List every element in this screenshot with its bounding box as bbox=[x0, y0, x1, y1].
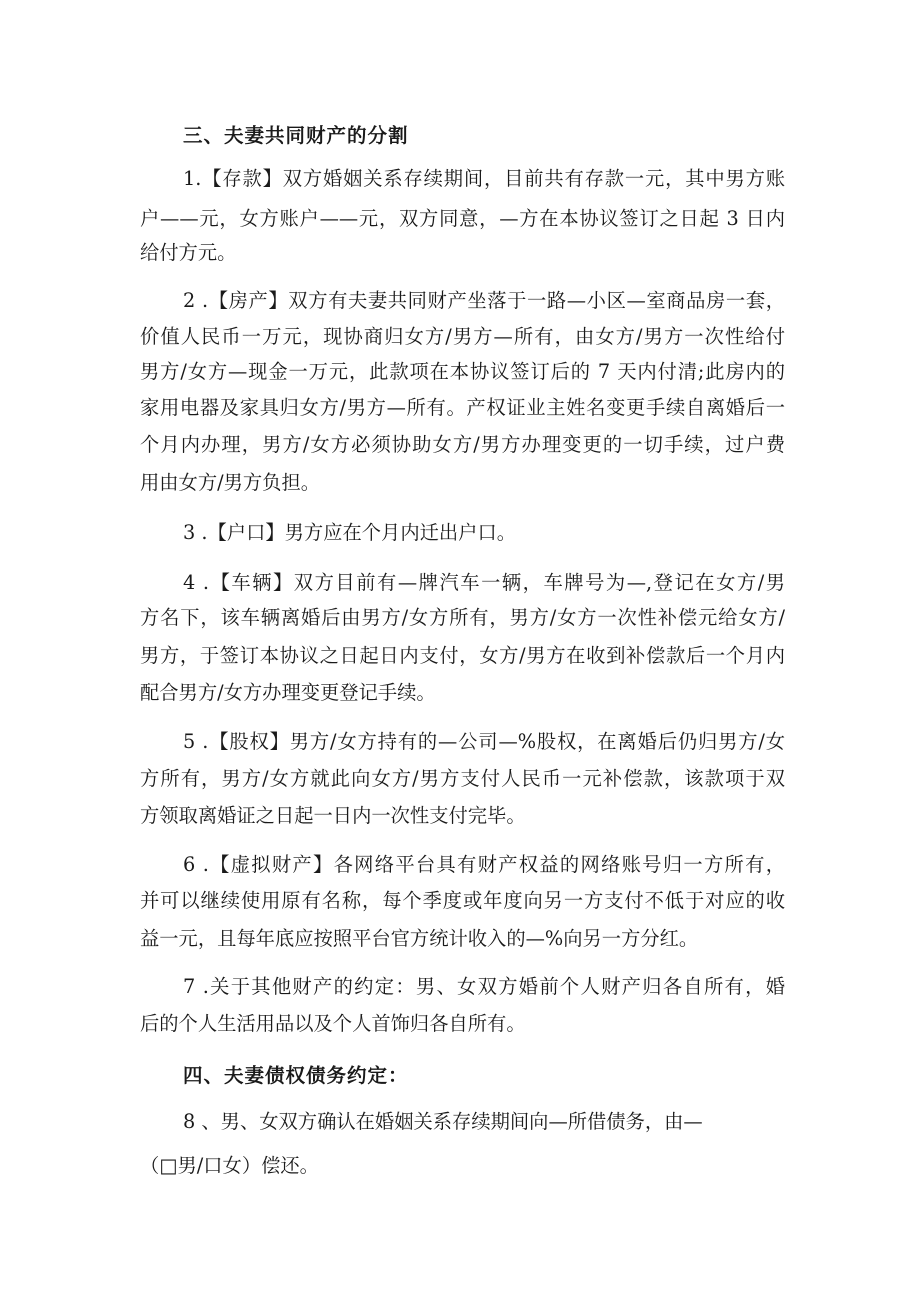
text-line: 益一元，且每年底应按照平台官方统计收入的—%向另一方分红。 bbox=[140, 927, 699, 950]
text-line: 用由女方/男方负担。 bbox=[140, 471, 321, 494]
text-line: 方领取离婚证之日起一日内一次性支付完毕。 bbox=[140, 804, 526, 827]
text-line: 7 .关于其他财产的约定：男、女双方婚前个人财产归各自所有，婚 bbox=[183, 975, 785, 998]
text-line: 男方，于签订本协议之日起日内支付，女方/男方在收到补偿款后一个月内 bbox=[140, 644, 785, 667]
text-line: 男方/女方—现金一万元，此款项在本协议签订后的 7 天内付清;此房内的 bbox=[140, 360, 785, 383]
text-line: （□男/口女）偿还。 bbox=[140, 1154, 319, 1177]
text-line: 2 .【房产】双方有夫妻共同财产坐落于一路—小区—室商品房一套， bbox=[183, 289, 785, 312]
text-line: 价值人民币一万元，现协商归女方/男方—所有，由女方/男方一次性给付 bbox=[140, 325, 785, 348]
text-line: 家用电器及家具归女方/男方—所有。产权证业主姓名变更手续自离婚后一 bbox=[140, 396, 785, 419]
text-line: 户——元，女方账户——元，双方同意，—方在本协议签订之日起 3 日内 bbox=[140, 207, 785, 230]
text-line: 方名下，该车辆离婚后由男方/女方所有，男方/女方一次性补偿元给女方/ bbox=[140, 606, 785, 629]
text-line: 给付方元。 bbox=[140, 241, 237, 264]
text-line: 6 .【虚拟财产】各网络平台具有财产权益的网络账号归一方所有， bbox=[183, 853, 785, 876]
text-line: 4 .【车辆】双方目前有—牌汽车一辆，车牌号为—,登记在女方/男 bbox=[183, 571, 785, 594]
text-line: 个月内办理，男方/女方必须协助女方/男方办理变更的一切手续，过户费 bbox=[140, 433, 785, 456]
text-line: 并可以继续使用原有名称，每个季度或年度向另一方支付不低于对应的收 bbox=[140, 889, 785, 912]
section-4-heading: 四、夫妻债权债务约定： bbox=[183, 1064, 409, 1087]
text-line: 8 、男、女双方确认在婚姻关系存续期间向—所借债务，由— bbox=[183, 1110, 703, 1133]
text-line: 方所有，男方/女方就此向女方/男方支付人民币一元补偿款，该款项于双 bbox=[140, 767, 785, 790]
text-line: 后的个人生活用品以及个人首饰归各自所有。 bbox=[140, 1012, 526, 1035]
text-line: 5 .【股权】男方/女方持有的—公司—%股权，在离婚后仍归男方/女 bbox=[183, 730, 785, 753]
text-line: 1.【存款】双方婚姻关系存续期间，目前共有存款一元，其中男方账 bbox=[183, 167, 785, 190]
text-line: 3 .【户口】男方应在个月内迁出户口。 bbox=[183, 521, 517, 544]
text-line: 配合男方/女方办理变更登记手续。 bbox=[140, 681, 436, 704]
section-3-heading: 三、夫妻共同财产的分割 bbox=[183, 124, 409, 147]
